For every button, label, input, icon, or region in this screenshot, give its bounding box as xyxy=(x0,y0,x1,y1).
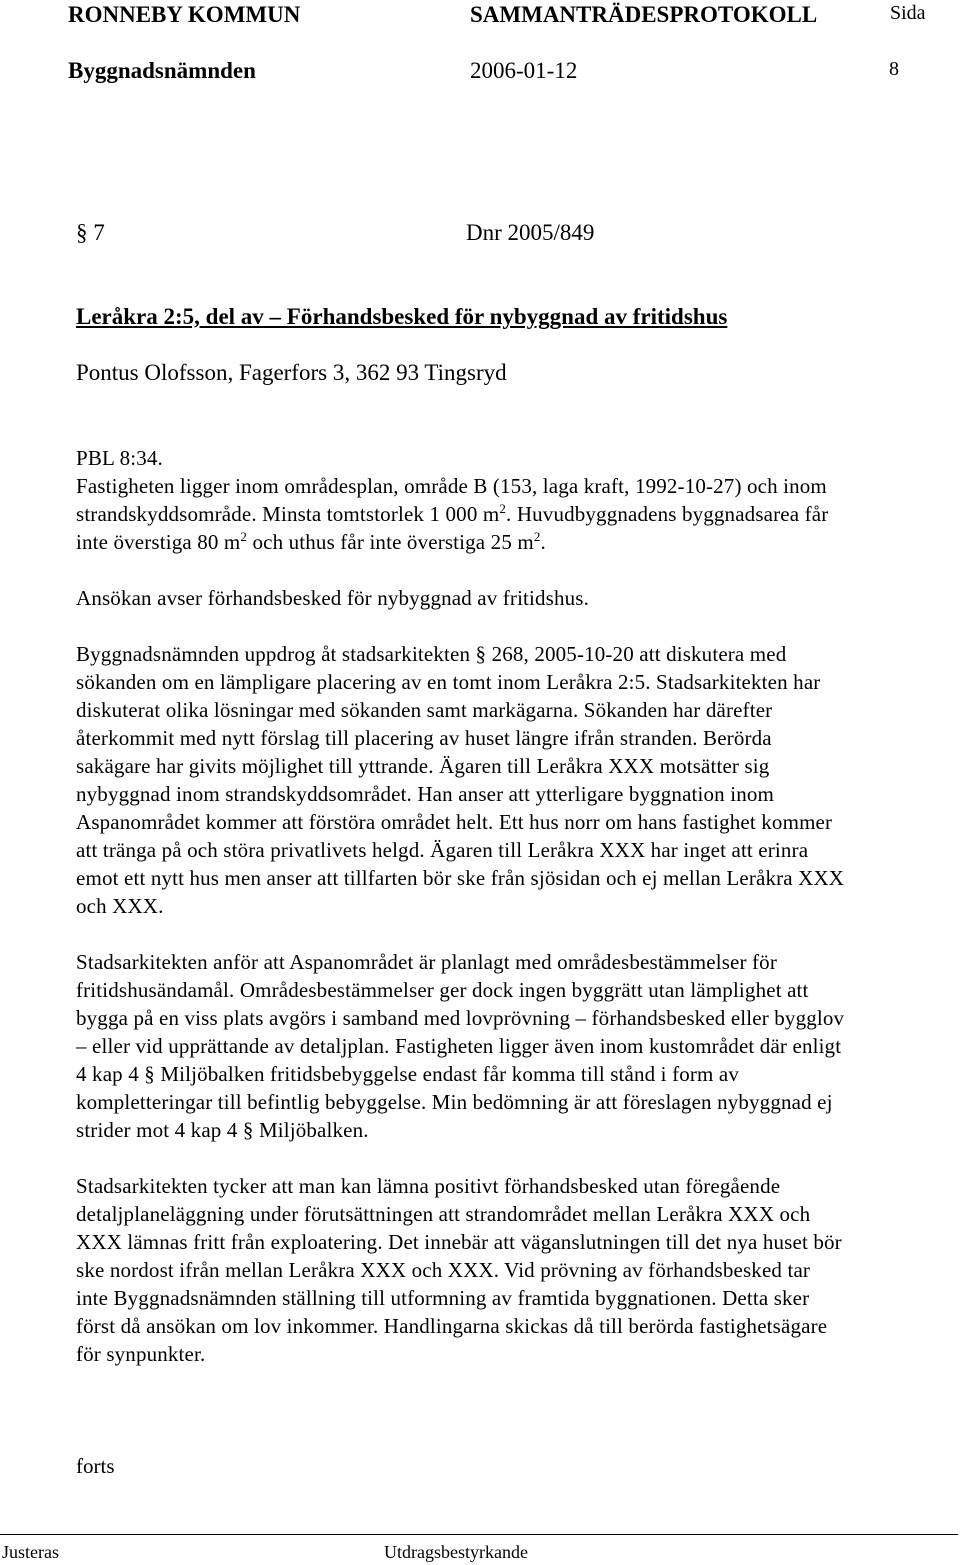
footer-divider xyxy=(0,1534,958,1535)
committee-name: Byggnadsnämnden xyxy=(68,58,256,83)
page-label: Sida xyxy=(890,2,926,24)
section-title: Leråkra 2:5, del av – Förhandsbesked för nybyggnad av fritidshus xyxy=(76,304,728,329)
paragraph-symbol: § xyxy=(144,1062,155,1086)
applicant: Pontus Olofsson, Fagerfors 3, 362 93 Tingsryd xyxy=(76,360,507,385)
paragraph-symbol: § xyxy=(475,642,487,666)
footer-justeras: Justeras xyxy=(2,1542,59,1562)
paragraph-architect-statement: Stadsarkitekten anför att Aspanområdet är planlagt med områdesbestämmelser för fritidshusändamål. Områdesbestämmelser ger dock ingen byggrätt utan lämplighet att bygga på en viss plats avgörs i samband med lovprövning – förhandsbesked eller bygglov – eller vid upprättande av detaljplan. Fastigheten ligger även inom kustområdet där enligt 4 kap 4 § Miljöbalken fritidsbebyggelse endast får komma till stånd i form av kompletteringar till befintlig bebyggelse. Min bedömning är att föreslagen nybyggnad ej strider mot 4 kap 4 § Miljöbalken. xyxy=(76,950,845,1142)
continued-marker: forts xyxy=(76,1454,115,1478)
paragraph-legal-basis: PBL 8:34. Fastigheten ligger inom områdesplan, område B (153, laga kraft, 1992-10-27) och inom strandskyddsområde. Minsta tomtstorlek 1 000 $m^2$. Huvudbyggnadens byggnadsarea får inte överstiga 80 $m^2$ och uthus får inte överstiga 25 $m^2$. xyxy=(76,446,829,554)
paragraph-symbol: § xyxy=(242,1118,254,1142)
paragraph-symbol: § xyxy=(76,220,88,245)
paragraph-background: Byggnadsnämnden uppdrog åt stadsarkitekten § 268, 2005-10-20 att diskutera med sökanden om en lämpligare placering av en tomt inom Leråkra 2:5. Stadsarkitekten har diskuterat olika lösningar med sökanden samt markägarna. Sökanden har därefter återkommit med nytt förslag till placering av huset längre ifrån stranden. Berörda sakägare har givits möjlighet till yttrande. Ägaren till Leråkra XXX motsätter sig nybyggnad inom strandskyddsområdet. Han anser att ytterligare byggnation inom Aspanområdet kommer att förstöra området helt. Ett hus norr om hans fastighet kommer att tränga på och störa privatlivets helgd. Ägaren till Leråkra XXX har inget att erinra emot ett nytt hus men anser att tillfarten bör ske från sjösidan och ej mellan Leråkra XXX och XXX. xyxy=(76,642,845,918)
page-number: 8 xyxy=(889,58,899,80)
paragraph-recommendation: Stadsarkitekten tycker att man kan lämna positivt förhandsbesked utan föregående detaljplaneläggning under förutsättningen att strandområdet mellan Leråkra XXX och XXX lämnas fritt från exploatering. Det innebär att väganslutningen till det nya huset bör ske nordost ifrån mellan Leråkra XXX och XXX. Vid prövning av förhandsbesked tar inte Byggnadsnämnden ställning till utformning av framtida byggnationen. Detta sker först då ansökan om lov inkommer. Handlingarna skickas då till berörda fastighetsägare för synpunkter. xyxy=(76,1174,842,1366)
section-number: § 7 xyxy=(76,220,105,245)
paragraph-application: Ansökan avser förhandsbesked för nybyggnad av fritidshus. xyxy=(76,586,590,610)
municipality-name: RONNEBY KOMMUN xyxy=(68,2,301,27)
document-type: SAMMANTRÄDESPROTOKOLL xyxy=(470,2,818,27)
footer-utdragsbestyrkande: Utdragsbestyrkande xyxy=(384,1542,528,1562)
case-number: Dnr 2005/849 xyxy=(466,220,595,245)
meeting-date: 2006-01-12 xyxy=(470,58,578,83)
